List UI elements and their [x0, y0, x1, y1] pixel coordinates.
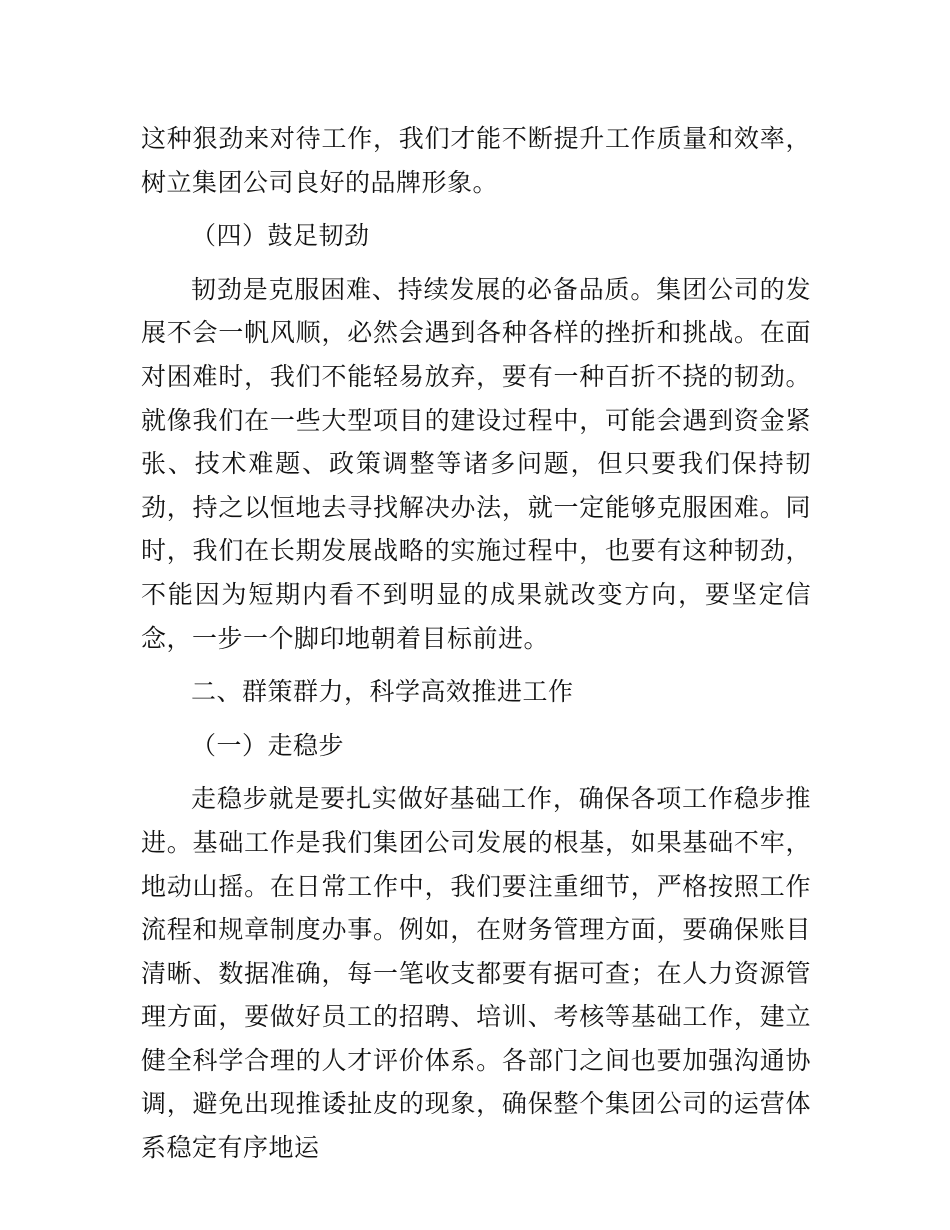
document-body — [141, 117, 811, 1170]
section-heading-two: 二、群策群力，科学高效推进工作 — [191, 677, 574, 707]
paragraph-resilience: 韧劲是克服困难、持续发展的必备品质。集团公司的发展不会一帆风顺，必然会遇到各种各样的挫折和挑战。在面对困难时，我们不能轻易放弃，要有一种百折不挠的韧劲。就像我们在一些大型项目的建设过程中，可能会遇到资金紧张、技术难题、政策调整等诸多问题，但只要我们保持韧劲，持之以恒地去寻找解决办法，就一定能够克服困难。同时，我们在长期发展战略的实施过程中，也要有这种韧劲，不能因为短期内看不到明显的成果就改变方向，要坚定信念，一步一个脚印地朝着目标前进。 — [141, 274, 811, 653]
subheading-four: （四）鼓足韧劲 — [191, 221, 370, 251]
paragraph-steady: 走稳步就是要扎实做好基础工作，确保各项工作稳步推进。基础工作是我们集团公司发展的根基，如果基础不牢，地动山摇。在日常工作中，我们要注重细节，严格按照工作流程和规章制度办事。例如，在财务管理方面，要确保账目清晰、数据准确，每一笔收支都要有据可查；在人力资源管理方面，要做好员工的招聘、培训、考核等基础工作，建立健全科学合理的人才评价体系。各部门之间也要加强沟通协调，避免出现推诿扯皮的现象，确保整个集团公司的运营体系稳定有序地运 — [141, 784, 811, 1163]
paragraph-continuation: 这种狠劲来对待工作，我们才能不断提升工作质量和效率，树立集团公司良好的品牌形象。 — [141, 124, 811, 197]
subheading-one: （一）走稳步 — [191, 730, 345, 760]
